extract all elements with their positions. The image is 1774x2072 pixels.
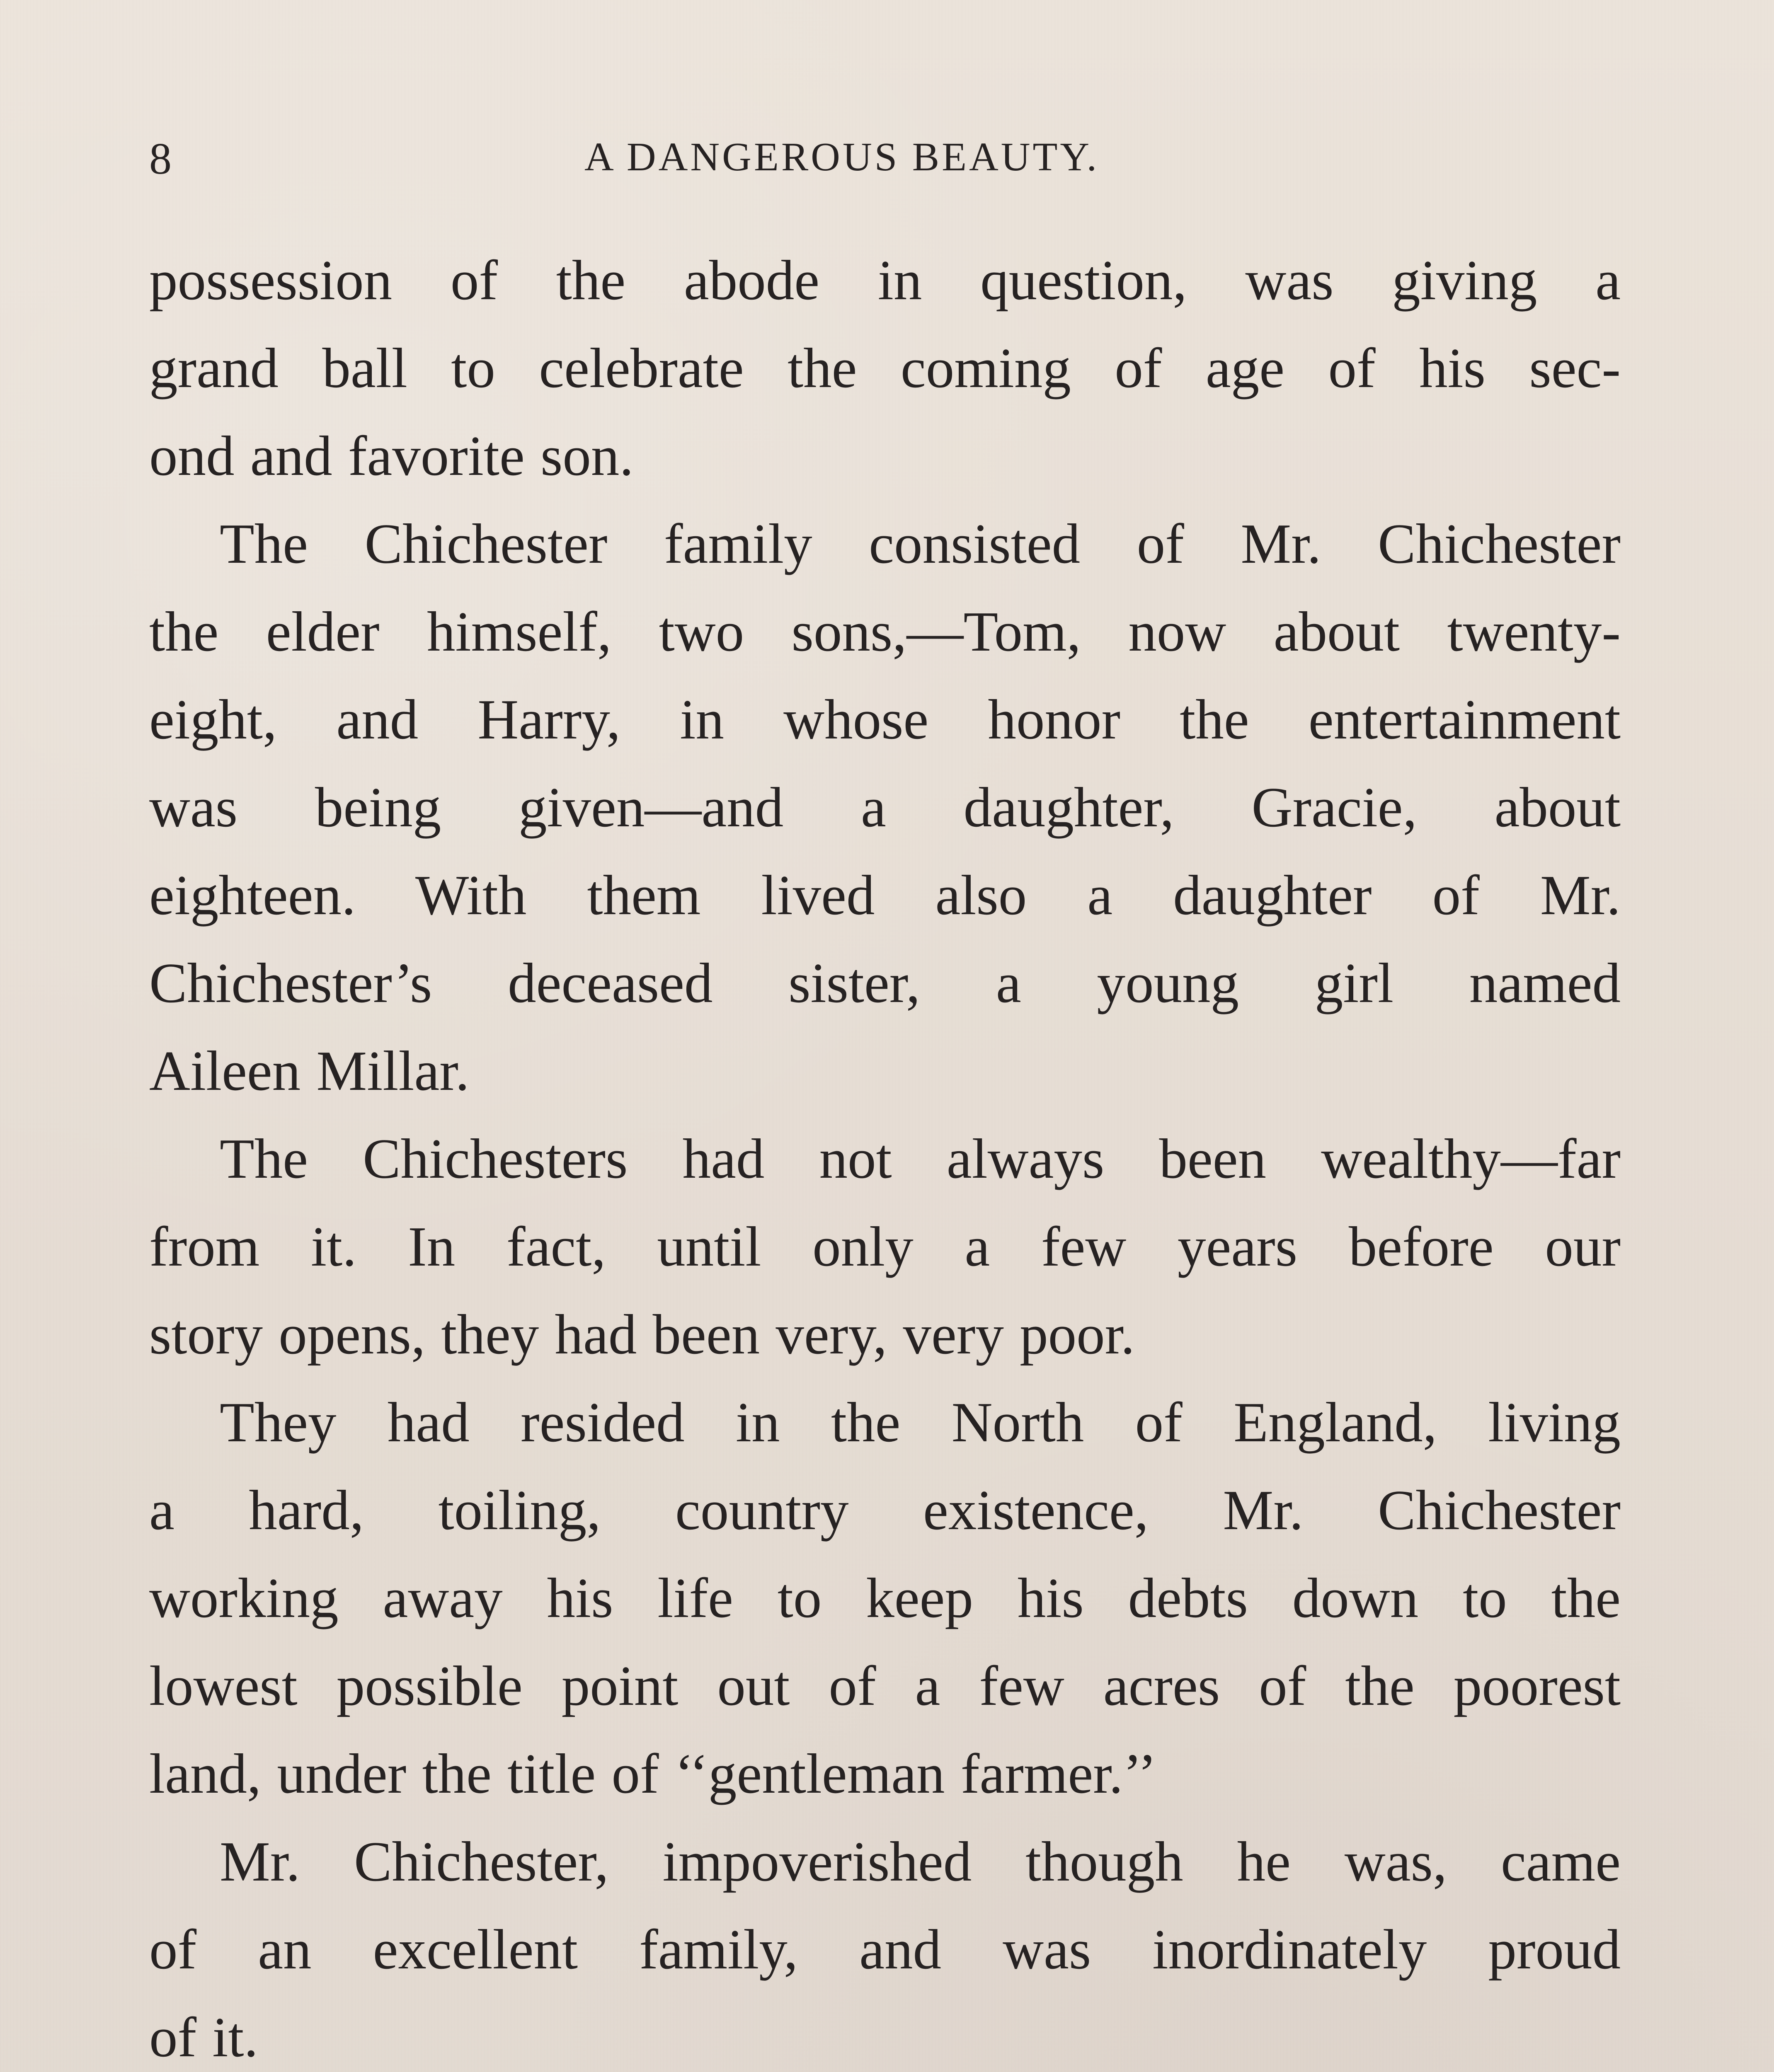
text-line: They had resided in the North of England, living	[220, 1391, 1621, 1454]
text-line: Aileen Millar.	[149, 1039, 470, 1102]
text-line: ond and favorite son.	[149, 424, 634, 487]
text-line: land, under the title of ‘‘gentleman farmer.’’	[149, 1742, 1157, 1805]
page-text	[149, 236, 1621, 2072]
text-line: story opens, they had been very, very poor.	[149, 1303, 1135, 1366]
text-line: a hard, toiling, country existence, Mr. Chichester	[149, 1479, 1621, 1542]
text-line: Mr. Chichester, impoverished though he was, came	[220, 1830, 1621, 1893]
text-line: the elder himself, two sons,—Tom, now about twenty-	[149, 600, 1621, 663]
page-number: 8	[149, 134, 172, 184]
text-line: possession of the abode in question, was giving a	[149, 249, 1621, 312]
text-line: The Chichester family consisted of Mr. Chichester	[220, 512, 1621, 575]
text-line: eight, and Harry, in whose honor the entertainment	[149, 688, 1621, 751]
text-line: was being given—and a daughter, Gracie, about	[149, 776, 1621, 839]
text-line: working away his life to keep his debts down to the	[149, 1566, 1621, 1629]
text-line: from it. In fact, until only a few years before our	[149, 1215, 1621, 1278]
text-line: Chichester’s deceased sister, a young girl named	[149, 951, 1621, 1014]
running-title: A DANGEROUS BEAUTY.	[584, 135, 1100, 179]
text-line: of it.	[149, 2006, 258, 2069]
text-line: The Chichesters had not always been wealthy—far	[220, 1127, 1621, 1190]
text-line: eighteen. With them lived also a daughter of Mr.	[149, 864, 1621, 927]
text-line: lowest possible point out of a few acres of the poorest	[149, 1654, 1621, 1717]
text-line: grand ball to celebrate the coming of age of his sec-	[149, 336, 1621, 399]
text-line: of an excellent family, and was inordinately proud	[149, 1918, 1621, 1981]
